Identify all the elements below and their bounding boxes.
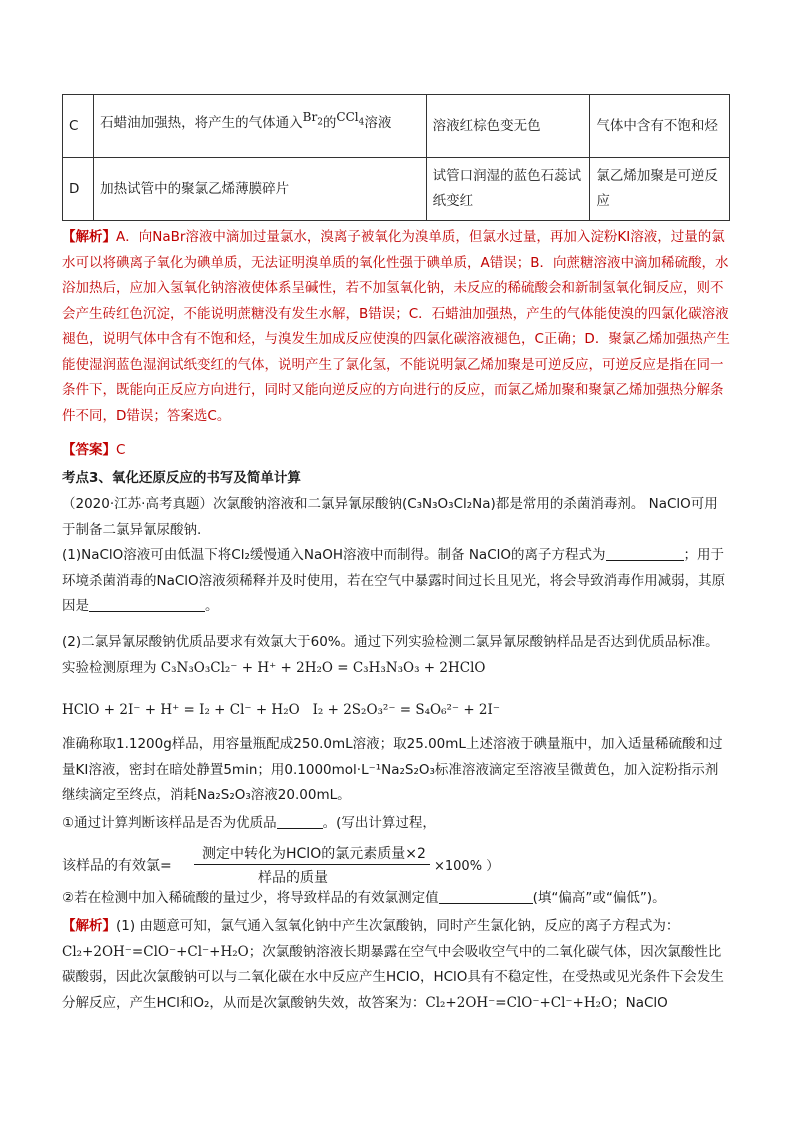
- answer-paragraph: [62, 438, 730, 464]
- row-label: D: [63, 158, 94, 221]
- equation-1: C₃N₃O₃Cl₂⁻ + H⁺ + 2H₂O = C₃H₃N₃O₃ + 2HClO: [160, 659, 486, 676]
- answer-blank[interactable]: [606, 545, 684, 561]
- question-part3: 准确称取1.1200g样品，用容量瓶配成250.0mL溶液；取25.00mL上述溶液于碘量瓶中，加入适量稀硫酸和过量KI溶液，密封在暗处静置5min；用0.1000mol·L⁻¹Na₂S₂O₃标准溶液滴定至溶液呈微黄色，加入淀粉指示剂继续滴定至终点，消耗Na₂S₂O₃溶液20.00mL。: [62, 736, 723, 803]
- answer-blank[interactable]: [277, 813, 323, 829]
- equation-2: HClO + 2I⁻ + H⁺ = I₂ + Cl⁻ + H₂O: [62, 702, 300, 718]
- operation-cell: 加热试管中的聚氯乙烯薄膜碎片: [94, 158, 426, 221]
- row-label: C: [63, 95, 94, 158]
- table-row: [63, 158, 730, 221]
- bromine-formula: $Br_2$: [302, 109, 323, 128]
- fraction-bar: [194, 864, 430, 865]
- ionic-equation: Cl₂+2OH⁻=ClO⁻+Cl⁻+H₂O: [425, 994, 613, 1011]
- equation-3: I₂ + 2S₂O₃²⁻ = S₄O₆²⁻ + 2I⁻: [312, 702, 500, 718]
- answer-blank[interactable]: [89, 596, 205, 612]
- answer-blank[interactable]: [439, 888, 533, 904]
- question-part2: (2)二氯异氰尿酸钠优质品要求有效氯大于60%。通过下列实验检测二氯异氰尿酸钠样品是否达到优质品标准。实验检测原理为 C₃N₃O₃Cl₂⁻ + H⁺ + 2H₂O = C₃H₃N₃O₃ + 2HClO: [62, 634, 719, 676]
- section-title: 考点3、氧化还原反应的书写及简单计算: [62, 470, 301, 486]
- conclusion-cell: 气体中含有不饱和烃: [590, 95, 730, 158]
- answer-text: C: [116, 442, 126, 458]
- conclusion-cell: 氯乙烯加聚是可逆反应: [590, 158, 730, 221]
- question-part4: ①通过计算判断该样品是否为优质品 。(写出计算过程，: [62, 815, 436, 831]
- question-intro: （2020·江苏·高考真题）次氯酸钠溶液和二氯异氰尿酸钠(C₃N₃O₃Cl₂Na)都是常用的杀菌消毒剂。 NaClO可用于制备二氯异氰尿酸钠.: [62, 496, 718, 538]
- equation-line: [62, 698, 730, 724]
- analysis-tag: 【解析】: [62, 918, 116, 934]
- analysis-paragraph: [62, 225, 730, 429]
- ccl4-formula: CCl$_4$: [336, 109, 365, 128]
- phenomenon-cell: 溶液红棕色变无色: [426, 95, 590, 158]
- effective-chlorine-formula: 该样品的有效氯= 测定中转化为HClO的氯元素质量×2 样品的质量 ×100% ）: [62, 846, 500, 886]
- analysis2-paragraph: 【解析】(1) 由题意可知，氯气通入氢氧化钠中产生次氯酸钠，同时产生氯化钠，反应的离子方程式为：Cl₂+2OH⁻=ClO⁻+Cl⁻+H₂O；次氯酸钠溶液长期暴露在空气中会吸收空气中的二氧化碳气体，因次氯酸性比碳酸弱，因此次氯酸钠可以与二氧化碳在水中反应产生HClO，HClO具有不稳定性，在受热或见光条件下会发生分解反应，产生HCl和O₂，从而是次氯酸钠失效，故答案为：Cl₂+2OH⁻=ClO⁻+Cl⁻+H₂O；NaClO: [62, 918, 724, 1011]
- question-part1: (1)NaClO溶液可由低温下将Cl₂缓慢通入NaOH溶液中而制得。制备 NaClO的离子方程式为 ；用于环境杀菌消毒的NaClO溶液须稀释并及时使用，若在空气中暴露时间过长且见光，将会导致消毒作用减弱，其原因是 。: [62, 547, 726, 614]
- operation-cell: 石蜡油加强热，将产生的气体通入$Br_2$的CCl$_4$溶液: [94, 95, 426, 158]
- experiment-table: [62, 94, 730, 221]
- ionic-equation: Cl₂+2OH⁻=ClO⁻+Cl⁻+H₂O: [62, 943, 249, 960]
- analysis-tag: 【解析】: [62, 229, 116, 245]
- table-row: [63, 95, 730, 158]
- analysis-text: A．向NaBr溶液中滴加过量氯水，溴离子被氧化为溴单质，但氯水过量，再加入淀粉KI溶液，过量的氯水可以将碘离子氧化为碘单质，无法证明溴单质的氧化性强于碘单质，A错误；B．向蔗糖溶液中滴加稀硫酸，水浴加热后，应加入氢氧化钠溶液使体系呈碱性，若不加氢氧化钠，未反应的稀硫酸会和新制氢氧化铜反应，则不会产生砖红色沉淀，不能说明蔗糖没有发生水解，B错误；C．石蜡油加强热，产生的气体能使溴的四氯化碳溶液褪色，说明气体中含有不饱和烃，与溴发生加成反应使溴的四氯化碳溶液褪色，C正确；D．聚氯乙烯加强热产生能使湿润蓝色湿润试纸变红的气体，说明产生了氯化氢，不能说明氯乙烯加聚是可逆反应，可逆反应是指在同一条件下，既能向正反应方向进行，同时又能向逆反应的方向进行的反应，而氯乙烯加聚和聚氯乙烯加强热分解条件不同，D错误；答案选C。: [62, 229, 730, 424]
- answer-tag: 【答案】: [62, 442, 116, 458]
- question-part5: ②若在检测中加入稀硫酸的量过少，将导致样品的有效氯测定值 (填“偏高”或“偏低”)。: [62, 890, 666, 906]
- phenomenon-cell: 试管口润湿的蓝色石蕊试纸变红: [426, 158, 590, 221]
